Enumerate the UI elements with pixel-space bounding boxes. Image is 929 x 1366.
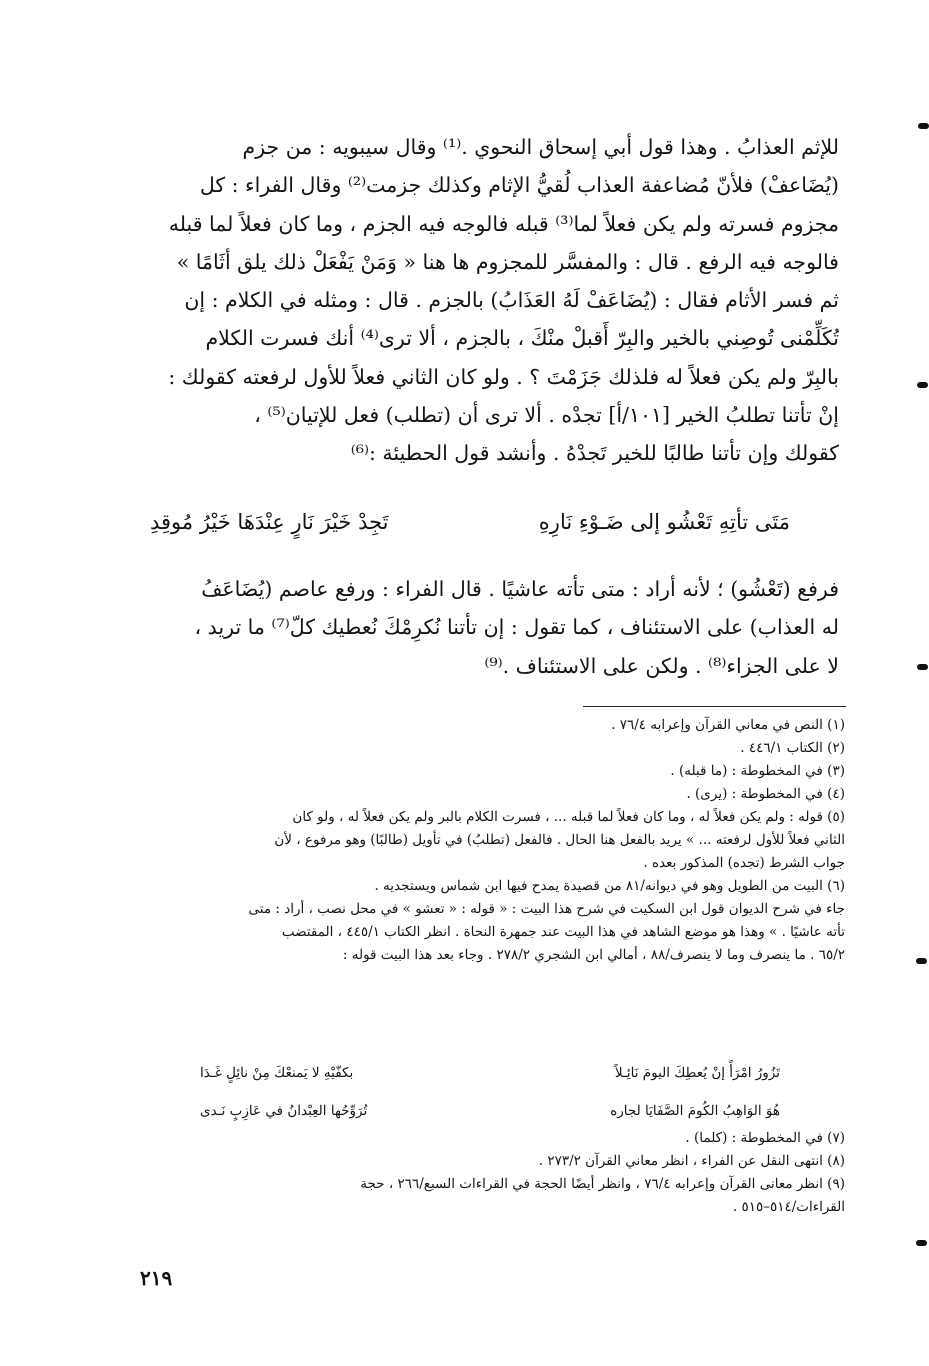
couplet-hemistich: تَزُورُ امْرَأً إنْ يُعطِكَ اليومَ نَائِـلاً [614,1065,780,1081]
text-line: تُكَلِّمْنى تُوصِني بالخير والبِرّ أَقبلْ منْكَ ، بالجزم ، ألا ترى⁽⁴⁾ أنك فسرت الكلام [205,326,839,351]
footnote: (٩) انظر معانى القرآن وإعرابه ٧٦/٤ ، وانظر أيضًا الحجة في القراءات السبع/٢٦٦ ، حجة [360,1176,845,1192]
footnote-separator [583,706,846,707]
footnote: القراءات/٥١٤–٥١٥ . [732,1199,845,1215]
text-line: كقولك وإن تأتنا طالبًا للخير تَجدْهُ . وأنشد قول الحطيئة :⁽⁶⁾ [350,441,839,466]
scan-edge-mark [916,958,927,964]
footnote: (٨) انتهى النقل عن الفراء ، انظر معاني القرآن ٢٧٣/٢ . [538,1153,845,1169]
footnote [125,967,845,990]
text-line: لا على الجزاء⁽⁸⁾ . ولكن على الاستئناف .⁽⁹⁾ [484,653,839,678]
footnote: جاء في شرح الديوان قول ابن السكيت في شرح هذا البيت : « قوله : « تعشو » في محل نصب ، أراد : متى [248,901,845,917]
footnote: (٤) في المخطوطة : (يرى) . [686,786,845,802]
couplet [200,1054,780,1092]
scan-edge-mark [917,664,928,670]
footnote: ٦٥/٢ . ما ينصرف وما لا ينصرف/٨٨ ، أمالي ابن الشجري ٢٧٨/٢ . وجاء بعد هذا البيت قوله : [342,947,845,963]
footnote-couplets [200,1054,780,1134]
main-text [127,128,839,473]
couplet-hemistich: هُوَ الوَاهِبُ الكُومَ الصَّفَايَا لجاره [610,1103,780,1119]
footnote: (٢) الكتاب ٤٤٦/١ . [740,740,845,756]
text-line: فالوجه فيه الرفع . قال : والمفسَّر للمجزوم ها هنا « وَمَنْ يَفْعَلْ ذلك يلق أثَامًا » [176,249,839,274]
footnotes-continued [125,1127,845,1219]
scan-edge-mark [918,123,929,129]
text-line: ثم فسر الأثام فقال : (يُضَاعَفْ لَهُ العَذَابُ) بالجزم . قال : ومثله في الكلام : إن [184,288,839,313]
couplet-hemistich: بكفّيْهِ لا يَمنعْكَ مِنْ نائِلٍ غَـدَا [200,1065,354,1081]
text-line: للإثم العذابُ . وهذا قول أبي إسحاق النحوي .⁽¹⁾ وقال سيبويه : من جزم [242,135,839,159]
scan-edge-mark [916,1240,927,1246]
footnote: (٧) في المخطوطة : (كلما) . [685,1130,845,1146]
text-line: فرفع (تَعْشُو) ؛ لأنه أراد : متى تأته عاشيًا . قال الفراء : ورفع عاصم (يُضَاعَفُ [201,577,839,601]
footnote: الثاني فعلاً للأول لرفعته ... » يريد بالفعل هنا الحال . فالفعل (تطلبُ) في تأويل (طالبًا) وهو مرفوع ، لأن [274,832,845,848]
footnote [125,1013,845,1036]
footnotes [125,714,845,1036]
poetry-verse [150,500,790,544]
text-line: له العذاب) على الاستئناف ، كما تقول : إن تأتنا نُكرِمْكَ نُعطيك كلّ⁽⁷⁾ ما تريد ، [194,615,839,640]
footnote: (١) النص في معاني القرآن وإعرابه ٧٦/٤ . [611,717,845,733]
footnote: تأته عاشيًا . » وهذا هو موضع الشاهد في هذا البيت عند جمهرة النحاة . انظر الكتاب ٤٤٥/١ ، المقتضب [281,924,845,940]
couplet-hemistich: تُرَوِّحُها العِبْدانُ في عَازِبٍ نَـدى [200,1103,368,1119]
page-number: ٢١٩ [140,1266,173,1290]
text-line: (يُضَاعفْ) فلأنّ مُضاعفة العذاب لُقيُّ الإثام وكذلك جزمت⁽²⁾ وقال الفراء : كل [199,173,839,198]
footnote: (٣) في المخطوطة : (ما قبله) . [670,763,845,779]
scan-edge-mark [917,382,928,388]
couplet [200,1092,780,1130]
main-text-continued [127,570,839,685]
text-line: مجزوم فسرته ولم يكن فعلاً لما⁽³⁾ قبله فالوجه فيه الجزم ، وما كان فعلاً لما قبله [168,211,839,236]
footnote: جواب الشرط (تجده) المذكور بعده . [643,855,845,871]
footnote: (٦) البيت من الطويل وهو في ديوانه/٨١ من قصيدة يمدح فيها ابن شماس ويستجديه . [374,878,845,894]
verse-hemistich-second: تَجِدْ خَيْرَ نَارٍ عِنْدَهَا خَيْرُ مُوقِدِ [150,510,389,534]
verse-hemistich-first: مَتَى تأتِهِ تَعْشُو إلى ضَـوْءِ نَارِهِ [538,510,790,534]
text-line: إنْ تأتنا تطلبُ الخير [١٠١/أ] تجدْه . ألا ترى أن (تطلب) فعل للإتيان⁽⁵⁾ ، [254,403,839,428]
footnote [125,990,845,1013]
footnote: (٥) قوله : ولم يكن فعلاً له ، وما كان فعلاً لما قبله ... ، فسرت الكلام بالبر ولم يكن فعلاً له ، ولو كان [292,809,845,825]
text-line: بالبِرّ ولم يكن فعلاً له فلذلك جَزَمْتَ ؟ . ولو كان الثاني فعلاً للأول لرفعته كقولك : [168,364,839,389]
